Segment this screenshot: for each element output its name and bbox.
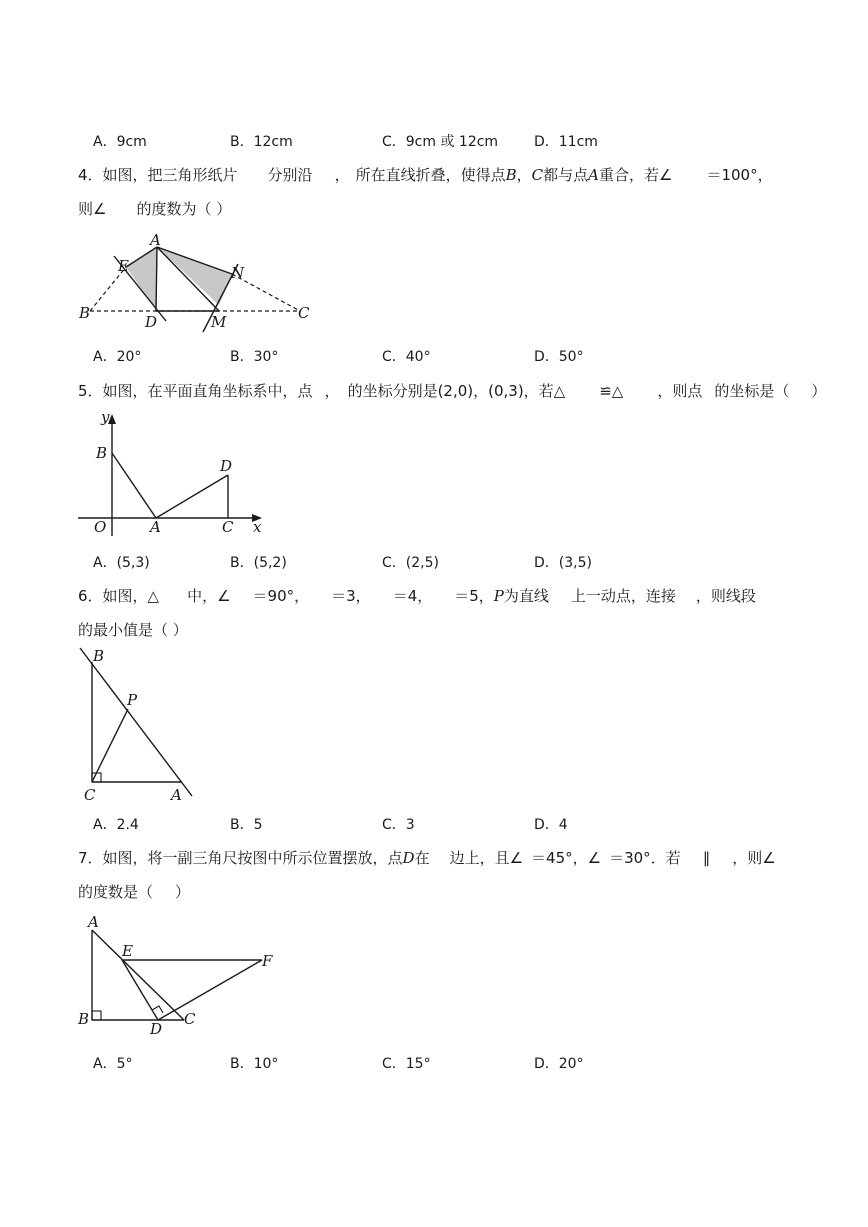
q6-text: ＝5， (454, 587, 494, 605)
q5-option-a[interactable]: A．(5,3) (93, 555, 150, 571)
q6-line-cp (92, 709, 128, 782)
q4-label-n: N (231, 264, 245, 282)
q6-option-b[interactable]: B．5 (230, 817, 263, 833)
q4-option-a[interactable]: A．20° (93, 349, 142, 365)
q4-options (0, 346, 868, 368)
q5-label-x: x (253, 518, 262, 536)
q6-question-line2 (78, 620, 188, 640)
q7-right-angle-mark-b (92, 1011, 101, 1020)
q5-label-y: y (101, 408, 110, 426)
q5-text: ） (811, 382, 827, 400)
q4-text: ， (334, 166, 350, 184)
q7-question-line1 (78, 848, 776, 868)
q4-option-d[interactable]: D．50° (534, 349, 584, 365)
q4-label-m: M (211, 313, 227, 331)
q7-label-b: B (78, 1010, 90, 1028)
q5-text: ， (324, 382, 340, 400)
q7-option-d[interactable]: D．20° (534, 1056, 584, 1072)
q3-option-c[interactable]: C．9cm 或 12cm (382, 134, 499, 150)
q6-text: 中，∠ (187, 587, 231, 605)
q7-text: 边上，且∠ (449, 849, 524, 867)
q5-text: 的坐标是（ (714, 382, 790, 400)
q4-text: 的度数为（ ） (136, 200, 232, 218)
q7-label-f: F (262, 952, 273, 970)
q7-option-a[interactable]: A．5° (93, 1056, 133, 1072)
q6-text: ＝4， (392, 587, 433, 605)
q7-text: 在 (414, 849, 430, 867)
q7-line-df (158, 960, 262, 1020)
q5-option-b[interactable]: B．(5,2) (230, 555, 287, 571)
q7-line-ac (92, 930, 184, 1020)
q7-question-line2 (78, 882, 190, 902)
q5-label-d: D (220, 457, 233, 475)
q7-text: 的度数是（ (78, 883, 154, 901)
q7-point: D (402, 849, 415, 867)
q7-text: 7．如图，将一副三角尺按图中所示位置摆放，点 (78, 849, 403, 867)
q7-text: ＝45°，∠ (531, 849, 602, 867)
q6-text: 为直线 (503, 587, 549, 605)
q5-option-c[interactable]: C．(2,5) (382, 555, 439, 571)
q7-options (0, 1053, 868, 1075)
q5-text: 的坐标分别是(2,0)，(0,3)，若△ (347, 382, 566, 400)
q5-option-d[interactable]: D．(3,5) (534, 555, 592, 571)
q6-text: ＝90°， (252, 587, 310, 605)
q4-text: 所在直线折叠，使得点 (355, 166, 506, 184)
q5-text: 5．如图，在平面直角坐标系中，点 (78, 382, 313, 400)
q6-text: 6．如图，△ (78, 587, 160, 605)
q7-option-b[interactable]: B．10° (230, 1056, 279, 1072)
q6-figure (72, 644, 202, 804)
q4-label-d: D (145, 313, 158, 331)
q7-option-c[interactable]: C．15° (382, 1056, 431, 1072)
q5-question-line1 (78, 381, 826, 401)
q5-options (0, 552, 868, 574)
q5-line-ad (156, 475, 228, 518)
q7-text: ∥ (702, 849, 711, 867)
q6-option-c[interactable]: C．3 (382, 817, 415, 833)
q4-figure (70, 228, 330, 340)
q4-label-a: A (150, 231, 161, 249)
q4-question-line1 (78, 165, 773, 185)
q6-text: ＝3， (331, 587, 371, 605)
q6-question-line1 (78, 586, 756, 606)
q7-text: ） (175, 883, 191, 901)
q3-options (0, 131, 868, 153)
q7-text: ，则∠ (732, 849, 776, 867)
q4-text: ＝100°， (706, 166, 773, 184)
q4-label-c: C (298, 304, 310, 322)
q4-point: A (588, 166, 599, 184)
q5-label-b: B (96, 444, 108, 462)
q6-label-b: B (93, 647, 105, 665)
q4-option-c[interactable]: C．40° (382, 349, 431, 365)
q4-option-b[interactable]: B．30° (230, 349, 279, 365)
q5-label-c: C (222, 518, 234, 536)
q4-text: ， (516, 166, 532, 184)
q6-option-d[interactable]: D．4 (534, 817, 568, 833)
q5-figure (72, 408, 272, 540)
q6-text: ，则线段 (695, 587, 756, 605)
q6-options (0, 814, 868, 836)
q4-text: 分别沿 (267, 166, 313, 184)
q6-label-c: C (84, 786, 96, 804)
q6-point: P (493, 587, 504, 605)
q6-label-a: A (171, 786, 182, 804)
q6-option-a[interactable]: A．2.4 (93, 817, 139, 833)
q5-text: ，则点 (657, 382, 703, 400)
q7-label-a: A (88, 913, 99, 931)
q4-text: 重合，若∠ (598, 166, 673, 184)
q3-option-b[interactable]: B．12cm (230, 134, 293, 150)
q4-question-line2 (78, 199, 231, 219)
q7-label-d: D (150, 1020, 163, 1034)
q7-text: ＝30°．若 (609, 849, 681, 867)
q4-point: C (531, 166, 544, 184)
q4-point: B (505, 166, 517, 184)
q5-text: ≌△ (599, 382, 624, 400)
q4-label-e: E (118, 257, 129, 275)
q6-text: 的最小值是（ ） (78, 621, 188, 639)
q7-label-c: C (184, 1010, 196, 1028)
q4-line-ad (156, 247, 157, 311)
q7-label-e: E (122, 942, 133, 960)
q5-label-a: A (150, 518, 161, 536)
q4-text: 4．如图，把三角形纸片 (78, 166, 238, 184)
q7-figure (72, 910, 282, 1034)
q5-line-ba (112, 453, 156, 518)
q4-text: 则∠ (78, 200, 107, 218)
q4-label-b: B (79, 304, 91, 322)
q3-option-d[interactable]: D．11cm (534, 134, 598, 150)
q4-text: 都与点 (543, 166, 589, 184)
q5-label-o: O (94, 518, 107, 536)
q6-label-p: P (127, 691, 138, 709)
q6-text: 上一动点，连接 (570, 587, 676, 605)
q3-option-a[interactable]: A．9cm (93, 134, 147, 150)
